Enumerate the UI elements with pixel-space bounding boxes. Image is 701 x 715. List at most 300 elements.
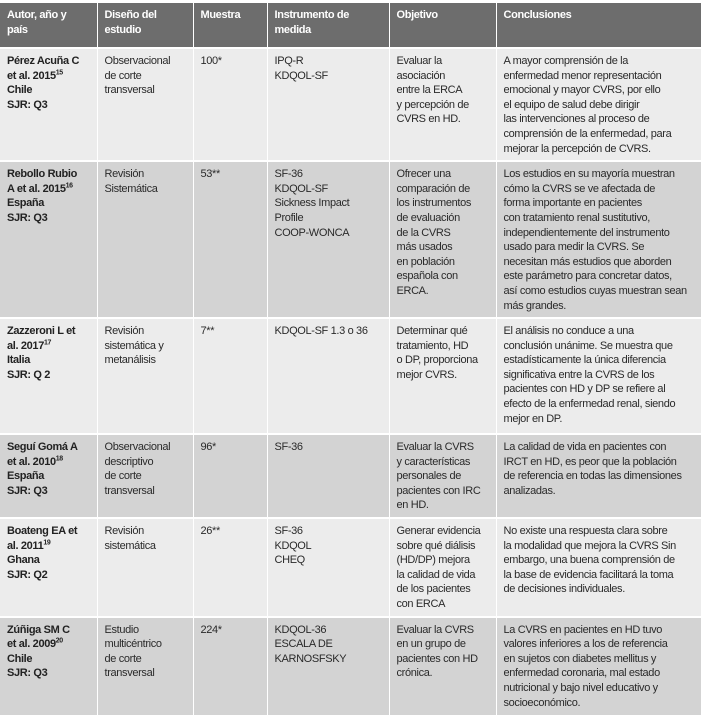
objective-line <box>397 112 490 127</box>
author-text: España <box>7 197 45 210</box>
conclusions-line <box>504 412 696 427</box>
objective-text: en HD. <box>396 499 429 512</box>
objective-line <box>397 98 490 113</box>
conclusions-line <box>504 284 696 299</box>
conclusions-line <box>504 324 696 339</box>
cell-author <box>0 48 97 161</box>
conclusions-line <box>504 255 696 270</box>
objective-text: pacientes con IRC <box>396 484 481 497</box>
design-text: Sistemática <box>104 182 158 195</box>
cell-objective <box>389 161 496 318</box>
cell-design <box>97 434 193 518</box>
conclusions-text: enfermedad menor representación <box>503 69 662 82</box>
design-text: Estudio <box>104 623 139 636</box>
conclusions-line <box>504 382 696 397</box>
sample-text: 53** <box>200 168 220 181</box>
conclusions-text: Los estudios en su mayoría muestran <box>503 168 675 181</box>
objective-line <box>397 553 490 568</box>
objective-text: entre la ERCA <box>396 84 463 97</box>
conclusions-text: más grandes. <box>503 299 566 312</box>
author-line <box>7 353 91 368</box>
cell-design <box>97 161 193 318</box>
cell-author <box>0 318 97 434</box>
conclusions-line <box>504 455 696 470</box>
author-text: et al. 2009 <box>7 638 56 651</box>
sample-line <box>201 524 261 539</box>
author-line <box>7 553 91 568</box>
author-line <box>7 368 91 383</box>
design-line <box>105 324 187 339</box>
conclusions-line <box>504 299 696 314</box>
conclusions-line <box>504 582 696 597</box>
reference-superscript: 19 <box>43 539 51 546</box>
conclusions-text: estadísticamente la única diferencia <box>503 354 666 367</box>
objective-line <box>397 568 490 583</box>
sample-text: 224* <box>200 623 222 636</box>
author-text: SJR: Q3 <box>7 484 48 497</box>
cell-conclusions <box>496 617 701 715</box>
reference-superscript: 17 <box>43 339 52 347</box>
instrument-line <box>275 623 383 638</box>
author-line <box>7 54 91 69</box>
instrument-text: Sickness Impact <box>274 197 350 210</box>
cell-objective <box>389 518 496 617</box>
cell-author <box>0 617 97 715</box>
objective-text: de evaluación <box>396 211 460 224</box>
conclusions-text: de decisiones individuales. <box>503 583 625 596</box>
author-text: Chile <box>7 652 33 665</box>
author-text: SJR: Q 2 <box>7 368 51 381</box>
objective-line <box>397 54 490 69</box>
objective-text: sobre qué diálisis <box>396 539 476 552</box>
conclusions-text: la modalidad que mejora la CVRS Sin <box>503 539 676 552</box>
conclusions-text: este parámetro para concretar datos, <box>503 270 672 283</box>
sample-line <box>201 324 261 339</box>
design-text: descriptivo <box>104 455 154 468</box>
cell-instrument <box>267 617 389 715</box>
author-text: Ghana <box>7 554 40 567</box>
design-text: Revisión <box>104 325 144 338</box>
objective-text: Ofrecer una <box>396 168 451 181</box>
instrument-line <box>275 182 383 197</box>
sample-line <box>201 54 261 69</box>
cell-sample <box>193 617 267 715</box>
author-line <box>7 69 91 84</box>
conclusions-line <box>504 339 696 354</box>
design-line <box>105 182 187 197</box>
conclusions-text: socioeconómico. <box>503 696 581 709</box>
conclusions-line <box>504 353 696 368</box>
cell-author <box>0 161 97 318</box>
cell-author <box>0 518 97 617</box>
conclusions-line <box>504 397 696 412</box>
objective-line <box>397 637 490 652</box>
table-row <box>0 434 701 518</box>
author-text: Boateng EA et <box>7 525 78 538</box>
author-line <box>7 568 91 583</box>
cell-sample <box>193 48 267 161</box>
objective-line <box>397 255 490 270</box>
design-line <box>105 637 187 652</box>
conclusions-text: forma importante en pacientes <box>503 197 642 210</box>
objective-line <box>397 324 490 339</box>
cell-sample <box>193 161 267 318</box>
cell-conclusions <box>496 161 701 318</box>
author-line <box>7 484 91 499</box>
author-text: al. 2011 <box>7 539 44 552</box>
conclusions-text: cómo la CVRS se ve afectada de <box>503 182 656 195</box>
instrument-line <box>275 54 383 69</box>
conclusions-text: El análisis no conduce a una <box>503 325 634 338</box>
objective-text: de la CVRS <box>396 226 451 239</box>
instrument-line <box>275 226 383 241</box>
cell-instrument <box>267 318 389 434</box>
design-line <box>105 440 187 455</box>
header-text-line: Muestra <box>200 9 241 21</box>
objective-text: y características <box>396 455 471 468</box>
conclusions-line <box>504 211 696 226</box>
objective-text: CVRS en HD. <box>396 113 461 126</box>
design-line <box>105 167 187 182</box>
conclusions-text: embargo, una buena comprensión de <box>503 554 675 567</box>
conclusions-text: las intervenciones al proceso de <box>503 113 650 126</box>
conclusions-text: con tratamiento renal sustitutivo, <box>503 211 650 224</box>
conclusions-line <box>504 484 696 499</box>
design-text: Revisión <box>104 168 144 181</box>
objective-line <box>397 623 490 638</box>
design-text: Observacional <box>104 441 171 454</box>
author-line <box>7 339 91 354</box>
design-text: Observacional <box>104 55 171 67</box>
reference-superscript: 20 <box>55 637 63 645</box>
conclusions-line <box>504 568 696 583</box>
objective-text: Evaluar la CVRS <box>396 623 474 636</box>
sample-line <box>201 623 261 638</box>
conclusions-text: efecto de la enfermedad renal, siendo <box>503 398 676 411</box>
cell-instrument <box>267 518 389 617</box>
objective-text: en población <box>396 255 455 268</box>
table-header-row <box>0 3 701 48</box>
objective-line <box>397 440 490 455</box>
header-text-line: Conclusiones <box>503 9 572 21</box>
reference-superscript: 18 <box>55 455 63 463</box>
objective-text: Generar evidencia <box>396 525 481 538</box>
objective-text: (HD/DP) mejora <box>396 554 470 567</box>
conclusions-line <box>504 539 696 554</box>
conclusions-text: necesitan más estudios que aborden <box>503 255 672 268</box>
author-text: Zúñiga SM C <box>7 623 70 636</box>
author-line <box>7 83 91 98</box>
author-line <box>7 167 91 182</box>
cell-instrument <box>267 48 389 161</box>
objective-line <box>397 226 490 241</box>
objective-line <box>397 524 490 539</box>
cell-author <box>0 434 97 518</box>
design-text: de corte <box>104 470 142 483</box>
header-text-line: Diseño del <box>104 9 157 21</box>
objective-line <box>397 269 490 284</box>
objective-text: ERCA. <box>396 284 429 297</box>
instrument-line <box>275 196 383 211</box>
objective-line <box>397 240 490 255</box>
sample-line <box>201 167 261 182</box>
author-line <box>7 211 91 226</box>
sample-text: 26** <box>200 525 220 538</box>
objective-line <box>397 69 490 84</box>
conclusions-text: nutricional y bajo nivel educativo y <box>503 682 658 694</box>
objective-text: con ERCA <box>396 598 446 611</box>
instrument-text: KDQOL <box>274 539 312 552</box>
author-text: Seguí Gomá A <box>7 441 78 454</box>
objective-text: personales de <box>396 470 462 483</box>
instrument-text: KDQOL-SF <box>274 69 328 82</box>
objective-text: asociación <box>396 69 445 82</box>
objective-text: los instrumentos <box>396 197 471 210</box>
reference-superscript: 16 <box>65 182 73 190</box>
objective-text: o DP, proporciona <box>396 354 478 367</box>
design-line <box>105 69 187 84</box>
conclusions-line <box>504 681 696 696</box>
conclusions-line <box>504 226 696 241</box>
cell-conclusions <box>496 318 701 434</box>
instrument-line <box>275 211 383 226</box>
header-design <box>97 3 193 48</box>
author-line <box>7 182 91 197</box>
instrument-text: SF-36 <box>274 525 303 538</box>
header-objective <box>389 3 496 48</box>
cell-objective <box>389 434 496 518</box>
cell-instrument <box>267 434 389 518</box>
header-text-line: Autor, año y <box>7 9 67 21</box>
instrument-line <box>275 440 383 455</box>
design-text: Revisión <box>104 525 144 538</box>
author-line <box>7 324 91 339</box>
header-conclusions <box>496 3 701 48</box>
objective-text: comparación de <box>396 182 470 195</box>
cell-conclusions <box>496 518 701 617</box>
header-text-line: país <box>7 23 28 36</box>
design-text: metanálisis <box>104 354 156 367</box>
objective-line <box>397 597 490 612</box>
table-row <box>0 518 701 617</box>
design-text: de corte <box>104 69 142 82</box>
author-text: al. 2017 <box>7 339 44 352</box>
conclusions-text: la base de evidencia facilitará la toma <box>503 568 674 581</box>
objective-text: tratamiento, HD <box>396 339 469 352</box>
table-body <box>0 48 701 715</box>
author-text: et al. 2010 <box>7 455 56 468</box>
instrument-line <box>275 553 383 568</box>
author-text: SJR: Q2 <box>7 568 48 581</box>
conclusions-text: significativa entre la CVRS de los <box>503 368 655 381</box>
instrument-line <box>275 69 383 84</box>
design-line <box>105 469 187 484</box>
conclusions-line <box>504 524 696 539</box>
conclusions-line <box>504 696 696 711</box>
objective-text: en un grupo de <box>396 638 466 651</box>
design-text: transversal <box>104 667 155 680</box>
sample-line <box>201 440 261 455</box>
design-line <box>105 623 187 638</box>
author-text: Zazzeroni L et <box>7 325 76 338</box>
author-text: SJR: Q3 <box>7 211 48 224</box>
conclusions-line <box>504 127 696 142</box>
design-line <box>105 524 187 539</box>
objective-text: más usados <box>396 241 453 254</box>
cell-conclusions <box>496 434 701 518</box>
objective-text: crónica. <box>396 667 433 680</box>
design-line <box>105 83 187 98</box>
conclusions-text: emocional y mayor CVRS, por ello <box>503 84 661 97</box>
objective-line <box>397 339 490 354</box>
objective-line <box>397 83 490 98</box>
instrument-text: ESCALA DE <box>274 638 333 651</box>
instrument-text: KARNOSFSKY <box>274 652 347 665</box>
objective-line <box>397 469 490 484</box>
objective-text: Evaluar la <box>396 55 442 67</box>
cell-sample <box>193 518 267 617</box>
conclusions-line <box>504 142 696 157</box>
author-text: España <box>7 470 45 483</box>
conclusions-text: valores inferiores a los de referencia <box>503 638 668 651</box>
objective-line <box>397 211 490 226</box>
objective-line <box>397 284 490 299</box>
table-row <box>0 48 701 161</box>
header-text-line: Instrumento de <box>274 9 350 21</box>
conclusions-line <box>504 112 696 127</box>
objective-text: y percepción de <box>396 98 469 111</box>
conclusions-line <box>504 269 696 284</box>
objective-line <box>397 484 490 499</box>
conclusions-line <box>504 652 696 667</box>
header-text-line: medida <box>274 23 311 36</box>
conclusions-text: conclusión unánime. Se muestra que <box>503 339 673 352</box>
author-text: A et al. 2015 <box>7 182 66 195</box>
conclusions-line <box>504 623 696 638</box>
conclusions-text: IRCT en HD, es peor que la población <box>503 455 677 468</box>
conclusions-line <box>504 553 696 568</box>
cell-objective <box>389 617 496 715</box>
instrument-text: KDQOL-36 <box>274 623 327 636</box>
objective-line <box>397 498 490 513</box>
conclusions-line <box>504 54 696 69</box>
conclusions-line <box>504 240 696 255</box>
conclusions-text: de referencia en todas las dimensiones <box>503 470 682 483</box>
objective-text: pacientes con HD <box>396 652 478 665</box>
instrument-text: KDQOL-SF <box>274 182 328 195</box>
conclusions-text: el equipo de salud debe dirigir <box>503 98 640 111</box>
conclusions-line <box>504 83 696 98</box>
conclusions-line <box>504 469 696 484</box>
conclusions-text: mejor en DP. <box>503 412 563 425</box>
objective-line <box>397 666 490 681</box>
conclusions-text: así como estudios cuyas muestran sean <box>503 284 687 297</box>
design-line <box>105 484 187 499</box>
conclusions-line <box>504 637 696 652</box>
instrument-text: KDQOL-SF 1.3 o 36 <box>274 325 368 338</box>
instrument-text: Profile <box>274 211 304 224</box>
conclusions-text: La calidad de vida en pacientes con <box>503 441 667 454</box>
objective-text: la calidad de vida <box>396 568 476 581</box>
design-line <box>105 339 187 354</box>
design-text: de corte <box>104 652 142 665</box>
author-line <box>7 539 91 554</box>
conclusions-text: independientemente del instrumento <box>503 226 670 239</box>
cell-objective <box>389 318 496 434</box>
author-line <box>7 666 91 681</box>
table-row <box>0 617 701 715</box>
instrument-line <box>275 324 383 339</box>
design-line <box>105 54 187 69</box>
sample-text: 100* <box>200 55 222 67</box>
conclusions-line <box>504 368 696 383</box>
sample-text: 96* <box>200 441 216 454</box>
header-text-line: estudio <box>104 23 142 36</box>
objective-text: Determinar qué <box>396 325 468 338</box>
design-text: multicéntrico <box>104 638 162 651</box>
objective-text: mejor CVRS. <box>396 368 457 381</box>
header-text-line: Objetivo <box>396 9 438 21</box>
reference-superscript: 15 <box>55 68 63 76</box>
objective-text: Evaluar la CVRS <box>396 441 474 454</box>
design-text: transversal <box>104 84 155 97</box>
conclusions-line <box>504 666 696 681</box>
conclusions-text: A mayor comprensión de la <box>503 55 629 67</box>
cell-design <box>97 318 193 434</box>
design-line <box>105 353 187 368</box>
instrument-line <box>275 652 383 667</box>
author-line <box>7 469 91 484</box>
table-row <box>0 318 701 434</box>
objective-line <box>397 196 490 211</box>
design-line <box>105 539 187 554</box>
author-text: Rebollo Rubio <box>7 168 77 181</box>
cell-design <box>97 518 193 617</box>
cell-instrument <box>267 161 389 318</box>
table-row <box>0 161 701 318</box>
conclusions-text: enfermedad coronaria, mal estado <box>503 667 660 680</box>
author-line <box>7 440 91 455</box>
instrument-text: COOP-WONCA <box>274 226 350 239</box>
conclusions-text: mejorar la percepción de CVRS. <box>503 142 651 155</box>
conclusions-line <box>504 440 696 455</box>
instrument-text: CHEQ <box>274 554 305 567</box>
objective-line <box>397 368 490 383</box>
author-text: Pérez Acuña C <box>7 55 80 67</box>
sample-text: 7** <box>200 325 215 338</box>
design-text: sistemática y <box>104 339 164 352</box>
conclusions-line <box>504 167 696 182</box>
instrument-line <box>275 637 383 652</box>
conclusions-line <box>504 98 696 113</box>
instrument-line <box>275 539 383 554</box>
author-text: et al. 2015 <box>7 69 56 82</box>
instrument-line <box>275 524 383 539</box>
objective-line <box>397 652 490 667</box>
cell-sample <box>193 434 267 518</box>
author-text: Chile <box>7 84 33 97</box>
design-text: sistemática <box>104 539 156 552</box>
conclusions-text: en sujetos con diabetes mellitus y <box>503 652 657 665</box>
header-sample <box>193 3 267 48</box>
conclusions-text: No existe una respuesta clara sobre <box>503 525 668 538</box>
instrument-text: SF-36 <box>274 441 303 454</box>
instrument-line <box>275 167 383 182</box>
cell-design <box>97 48 193 161</box>
objective-text: española con <box>396 270 458 283</box>
objective-line <box>397 182 490 197</box>
objective-line <box>397 539 490 554</box>
